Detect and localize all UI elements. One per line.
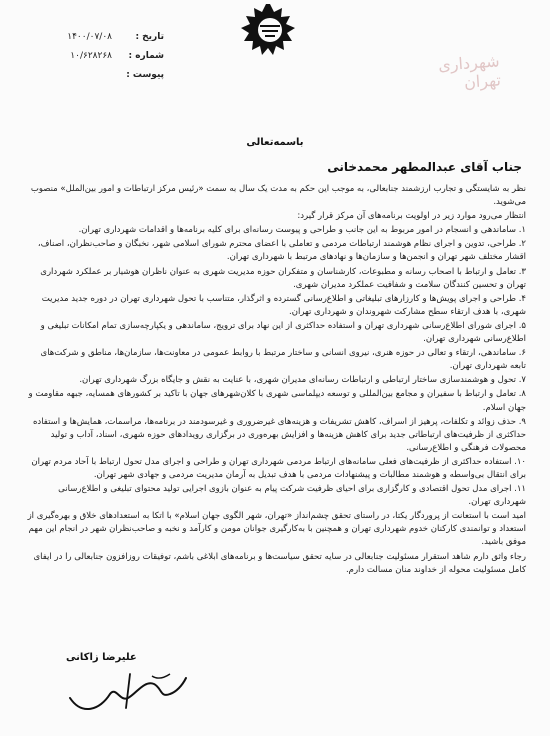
- paragraph: ۱. ساماندهی و انسجام در امور مربوط به این جانب و طراحی و پیوست رسانه‌ای برای کلیه برنامه‌ها و اقدامات شهرداری تهران.: [78, 225, 526, 236]
- recipient-name: جناب آقای عبدالمطهر محمدخانی: [327, 160, 522, 174]
- date-value: ۱۴۰۰/۰۷/۰۸: [67, 32, 112, 42]
- paragraph: ۱۰. استفاده حداکثری از ظرفیت‌های فعلی سامانه‌های ارتباط مردمی شهرداری تهران و طراحی و اجرای مدل تحول ارتباط با آحاد مردم تهران برای انتقال بی‌واسطه و هوشمند مطالبات و پیشنهادات مردمی با هدف تبدیل به آرمان مدیریت مردمی و جهادی شهر تهران.: [31, 456, 526, 480]
- seal-icon: [240, 2, 300, 60]
- greeting: باسمه‌تعالی: [246, 137, 304, 148]
- paragraph: ۲. طراحی، تدوین و اجرای نظام هوشمند ارتباطات مردمی و تعاملی با اعضای محترم شورای اسلامی شهر، نخبگان و صاحب‌نظران، اصناف، اقشار مختلف شهر تهران و انجمن‌ها و سازمان‌ها و نهادهای مرتبط با شهرداری تهران.: [37, 239, 526, 263]
- attachment-label: پیوست :: [126, 70, 164, 80]
- faded-watermark: شهرداری تهران: [437, 51, 502, 92]
- attachment-row: [14, 66, 164, 85]
- signatory-name: علیرضا زاکانی: [66, 652, 137, 663]
- paragraph: ۱۱. اجرای مدل تحول اقتصادی و کارگزاری برای احیای ظرفیت شرکت پیام به عنوان بازوی اجرایی تولید محتوای تبلیغی و اطلاع‌رسانی شهرداری تهران.: [58, 484, 526, 508]
- letter-meta: [14, 28, 164, 85]
- date-row: [14, 28, 164, 47]
- number-value: ۱۰/۶۲۸۲۶۸: [70, 51, 112, 61]
- paragraph: ۷. تحول و هوشمندسازی ساختار ارتباطی و ارتباطات رسانه‌ای مدیران شهری، با عنایت به نقش و جایگاه بزرگ شهرداری تهران.: [79, 375, 526, 386]
- paragraph: انتظار می‌رود موارد زیر در اولویت برنامه‌های آن مرکز قرار گیرد:: [297, 211, 526, 222]
- date-label: تاریخ :: [135, 32, 164, 42]
- paragraph: رجاء واثق دارم شاهد استقرار مسئولیت جنابعالی در سایه تحقق سیاست‌ها و برنامه‌های ابلاغی باشم، توفیقات روزافزون جنابعالی را در ایفای کامل مسئولیت محوله از خداوند منان مسالت دارم.: [33, 551, 526, 575]
- letter-body: [26, 183, 526, 578]
- paragraph: ۳. تعامل و ارتباط با اصحاب رسانه و مطبوعات، کارشناسان و متفکران حوزه مدیریت شهری به عنوان ناظران هوشیار بر عملکرد شهرداری تهران و تحسین کنندگان سلامت و شفافیت عملکرد مدیران شهری.: [40, 266, 526, 290]
- signature-mark: [62, 668, 192, 720]
- number-label: شماره :: [128, 51, 164, 61]
- paragraph: نظر به شایستگی و تجارب ارزشمند جنابعالی، به موجب این حکم به مدت یک سال به سمت «رئیس مرکز ارتباطات و امور بین‌الملل» منصوب می‌شوید.: [30, 184, 526, 208]
- municipality-seal: [240, 2, 300, 60]
- number-row: [14, 47, 164, 66]
- paragraph: ۵. اجرای شورای اطلاع‌رسانی شهرداری تهران و استفاده حداکثری از این نهاد برای ترویج، ساماندهی و یکپارچه‌سازی تمام امکانات تبلیغی و اطلاع‌رسانی شهرداری تهران.: [40, 320, 526, 345]
- paragraph: ۴. طراحی و اجرای پویش‌ها و کارزارهای تبلیغاتی و اطلاع‌رسانی گسترده و اثرگذار، متناسب با تحول شهرداری تهران در دوره جدید مدیریت شهری، با هدف ارتقاء سطح مشارکت شهروندان و شهرداری تهران.: [41, 293, 526, 317]
- paragraph: ۹. حذف زوائد و تکلفات، پرهیز از اسراف، کاهش تشریفات و هزینه‌های غیرضروری و غیرسودمند در برنامه‌ها، مراسمات، همایش‌ها و استفاده حداکثری از ظرفیت‌های ارتباطاتی جدید برای کاهش هزینه‌ها و افزایش بهره‌وری در برگزاری رویدادهای حوزه شهری، اسناد، آداب و تولید محصولات فرهنگی و اطلاع‌رسانی.: [32, 416, 526, 453]
- paragraph: امید است با استعانت از پروردگار یکتا، در راستای تحقق چشم‌انداز «تهران، شهر الگوی جهان اسلام» با اتکا به استعدادهای خلاق و بهره‌گیری از استعداد و توانمندی کارکنان خدوم شهرداری تهران و همچنین با به‌کارگیری جوانان مومن و کارآمد و نخبه و صاحب‌نظران شهر در انجام این مهم موفق باشید.: [27, 511, 526, 548]
- paragraph: ۸. تعامل و ارتباط با سفیران و مجامع بین‌المللی و توسعه دیپلماسی شهری با کلان‌شهرهای جهان با تاکید بر کشورهای همسایه، جبهه مقاومت و جهان اسلام.: [28, 389, 526, 413]
- paragraph: ۶. ساماندهی، ارتقاء و تعالی در حوزه هنری، نیروی انسانی و ساختار مرتبط با روابط عمومی در معاونت‌ها، سازمان‌ها، مناطق و شرکت‌های تابعه شهرداری تهران.: [40, 348, 526, 372]
